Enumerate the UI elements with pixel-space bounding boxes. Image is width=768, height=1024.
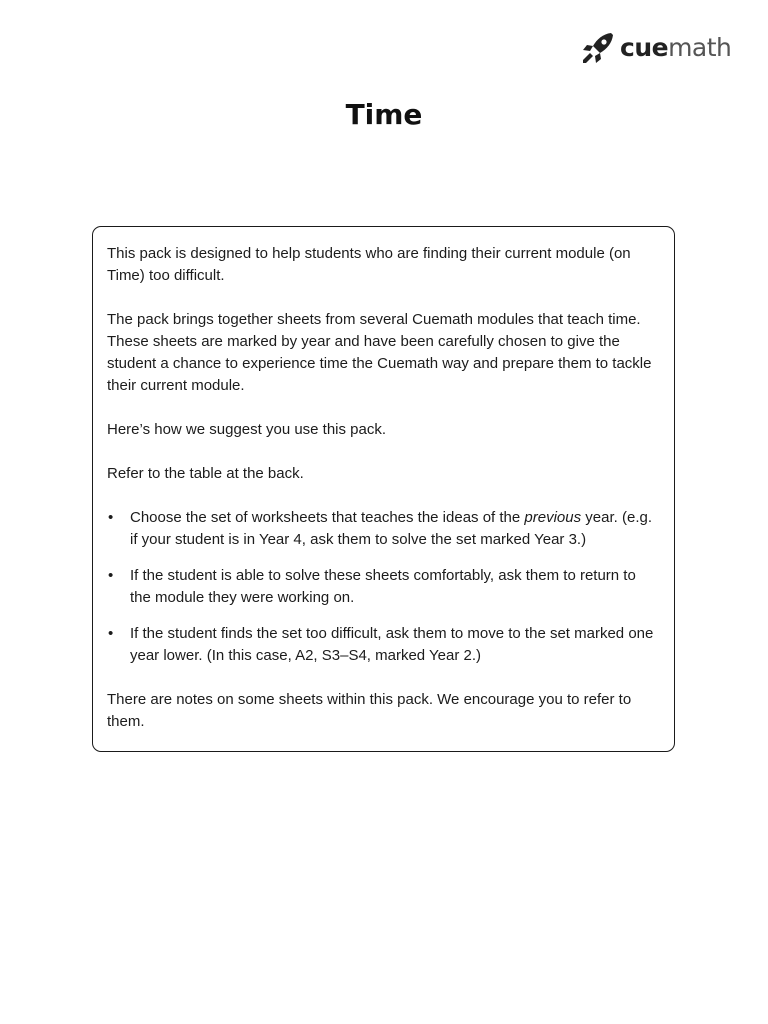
closing-paragraph: There are notes on some sheets within this pack. We encourage you to refer to them. <box>107 691 632 730</box>
instruction-list <box>107 507 660 667</box>
list-item-text-end: year. (e.g. if your student is in Year 4, ask them to solve the set marked Year 3.) <box>130 509 652 548</box>
brand-name-math: math <box>668 33 732 62</box>
list-item-text: If the student is able to solve these sheets comfortably, ask them to return to the module they were working on. <box>130 567 636 606</box>
rocket-icon <box>578 28 618 68</box>
instructions-box <box>92 226 675 752</box>
list-item <box>107 623 660 667</box>
intro-paragraph: This pack is designed to help students who are finding their current module (on Time) too difficult. <box>107 245 631 284</box>
list-item <box>107 507 660 551</box>
bullet-icon: • <box>108 509 114 526</box>
bullet-icon: • <box>108 567 114 584</box>
list-item-emphasis: previous <box>524 509 582 526</box>
usage-intro-paragraph: Here’s how we suggest you use this pack. <box>107 421 387 438</box>
table-reference-paragraph: Refer to the table at the back. <box>107 465 304 482</box>
brand-name-cue: cue <box>620 33 669 62</box>
cuemath-logo <box>578 28 731 68</box>
list-item-text-start: Choose the set of worksheets that teaches the ideas of the <box>130 509 525 526</box>
brand-name <box>620 35 731 60</box>
list-item <box>107 565 660 609</box>
pack-description-paragraph: The pack brings together sheets from several Cuemath modules that teach time. These sheets are marked by year and have been carefully chosen to give the student a chance to experience time the Cuemath way and prepare them to tackle their current module. <box>107 311 652 394</box>
list-item-text: If the student finds the set too difficult, ask them to move to the set marked one year lower. (In this case, A2, S3–S4, marked Year 2.) <box>130 625 654 664</box>
page-title: Time <box>345 98 423 131</box>
bullet-icon: • <box>108 625 114 642</box>
